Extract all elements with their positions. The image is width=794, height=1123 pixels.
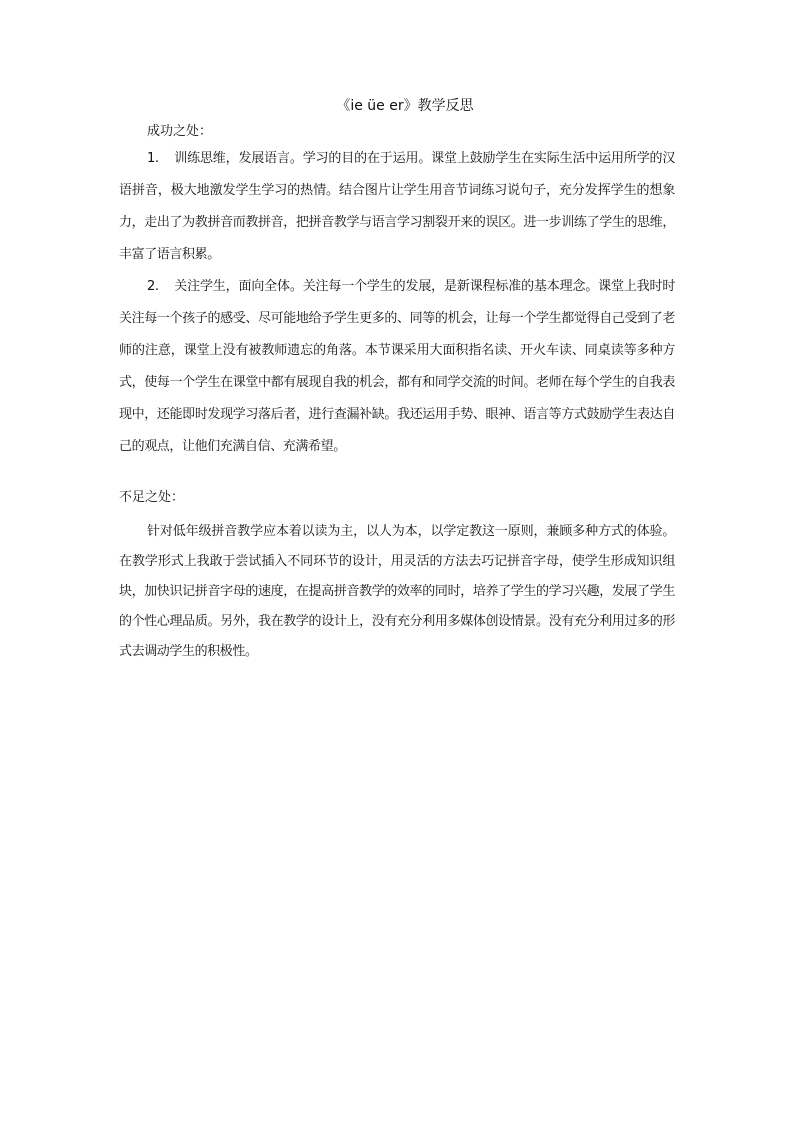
section-gap (119, 463, 675, 483)
success-item-2-text: 关注学生，面向全体。关注每一个学生的发展，是新课程标准的基本理念。课堂上我时时关注每一个孩子的感受、尽可能地给予学生更多的、同等的机会，让每一个学生都觉得自己受到了老师的注意，课堂上没有被教师遗忘的角落。本节课采用大面积指名读、开火车读、同桌读等多种方式，使每一个学生在课堂中都有展现自我的机会，都有和同学交流的时间。老师在每个学生的自我表现中，还能即时发现学习落后者，进行查漏补缺。我还运用手势、眼神、语言等方式鼓励学生表达自己的观点，让他们充满自信、充满希望。 (119, 279, 675, 454)
success-heading: 成功之处： (147, 124, 213, 139)
success-item-1 (119, 143, 675, 271)
success-item-1-number: 1. (147, 151, 159, 166)
document-content (119, 96, 675, 667)
success-item-1-text: 训练思维，发展语言。学习的目的在于运用。课堂上鼓励学生在实际生活中运用所学的汉语拼音，极大地激发学生学习的热情。结合图片让学生用音节词练习说句子，充分发挥学生的想象力，走出了为教拼音而教拼音，把拼音教学与语言学习割裂开来的误区。进一步训练了学生的思维，丰富了语言积累。 (119, 151, 675, 262)
shortcoming-heading: 不足之处： (119, 490, 185, 505)
success-item-2-number: 2. (147, 279, 159, 294)
document-title: 《ie üe er》教学反思 (336, 98, 474, 114)
shortcoming-text: 针对低年级拼音教学应本着以读为主，以人为本，以学定教这一原则，兼顾多种方式的体验。在教学形式上我敢于尝试插入不同环节的设计，用灵活的方法去巧记拼音字母，使学生形成知识组块，加快识记拼音字母的速度，在提高拼音教学的效率的同时，培养了学生的学习兴趣，发展了学生的个性心理品质。另外，我在教学的设计上，没有充分利用多媒体创设情景。没有充分利用过多的形式去调动学生的积极性。 (119, 524, 675, 659)
success-item-2 (119, 271, 675, 463)
shortcoming-section (119, 487, 675, 667)
